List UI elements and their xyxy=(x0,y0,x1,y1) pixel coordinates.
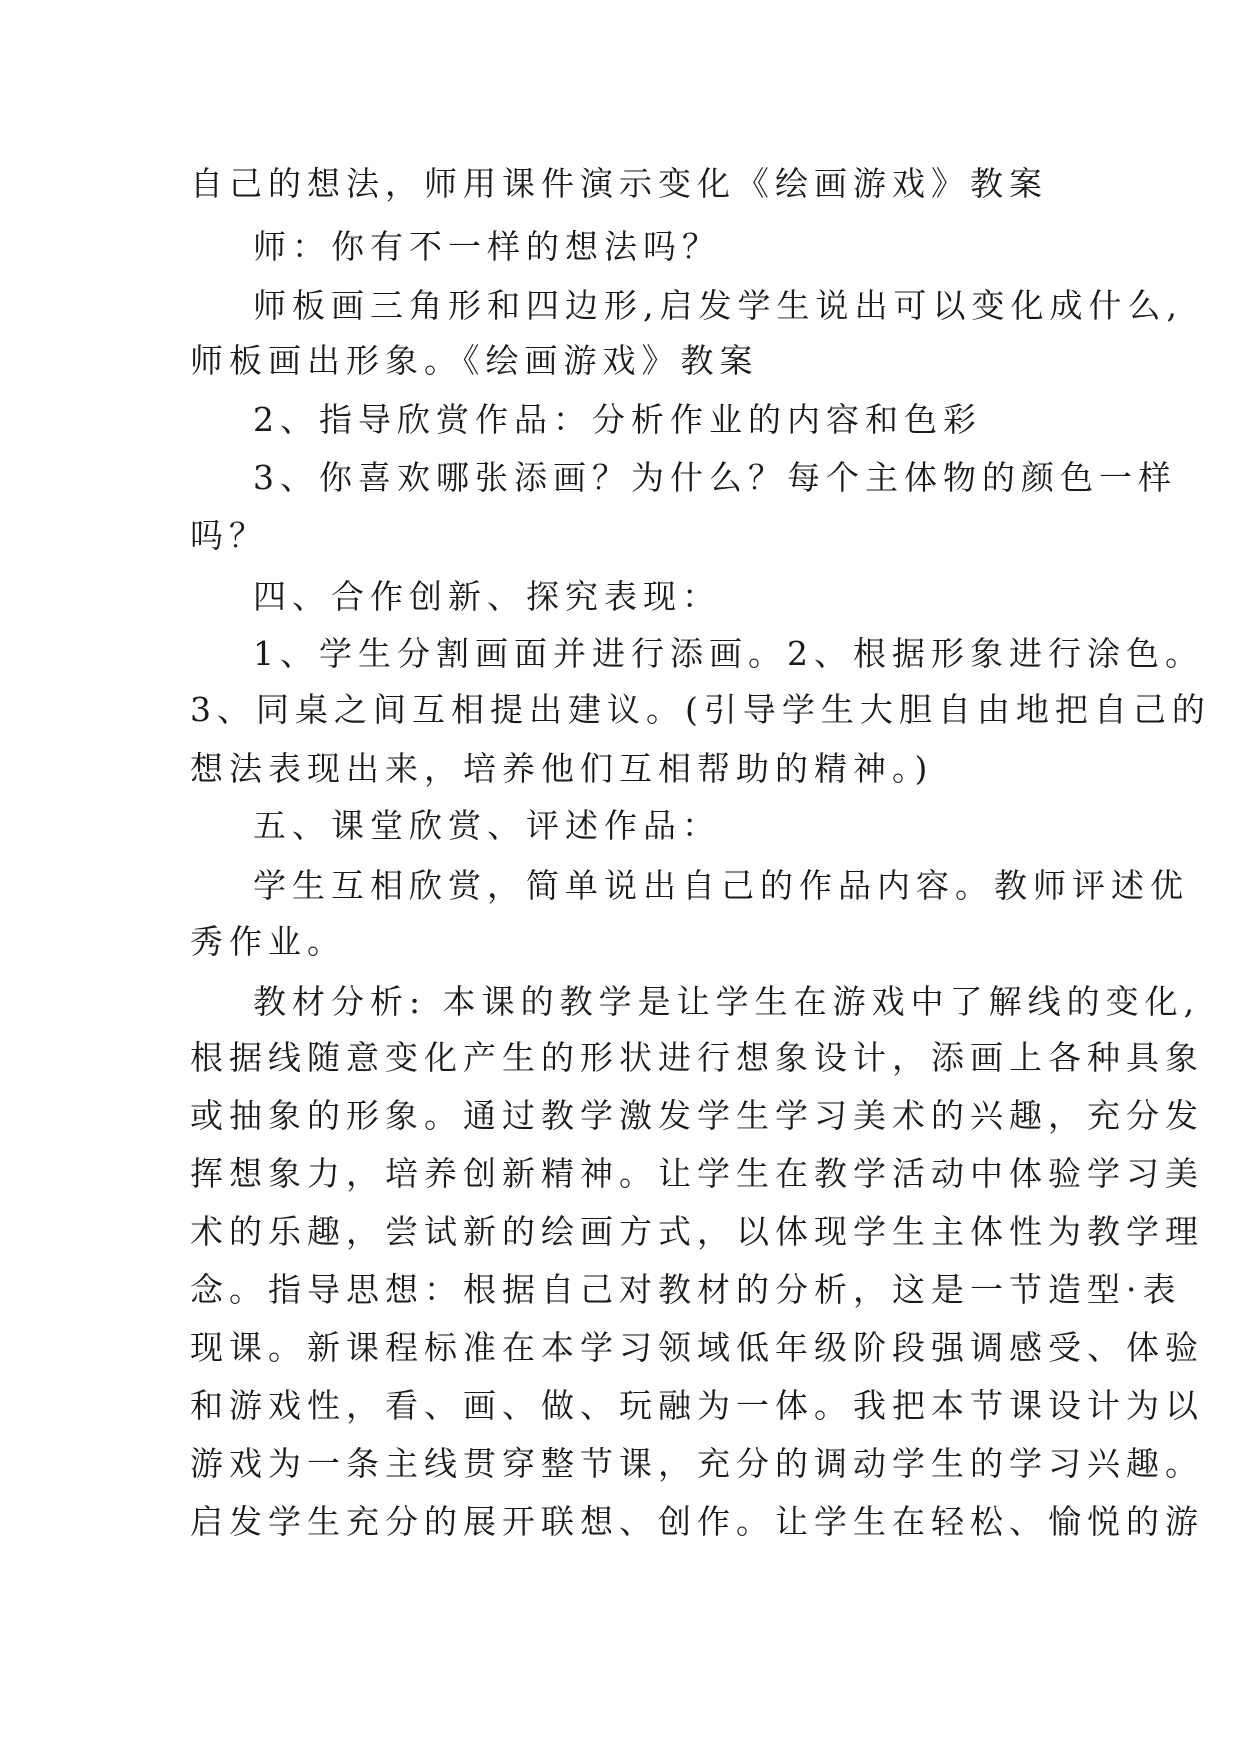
text-line: 1、学生分割画面并进行添画。2、根据形象进行涂色。 xyxy=(253,634,1204,673)
text-line: 念。指导思想：根据自己对教材的分析，这是一节造型·表 xyxy=(190,1270,1182,1309)
text-line: 启发学生充分的展开联想、创作。让学生在轻松、愉悦的游 xyxy=(190,1502,1204,1541)
text-line: 游戏为一条主线贯穿整节课，充分的调动学生的学习兴趣。 xyxy=(190,1444,1204,1483)
text-line: 2、指导欣赏作品：分析作业的内容和色彩 xyxy=(253,400,982,439)
text-line: 自己的想法，师用课件演示变化《绘画游戏》教案 xyxy=(190,164,1048,203)
text-line: 学生互相欣赏，简单说出自己的作品内容。教师评述优 xyxy=(253,866,1189,905)
text-line: 和游戏性，看、画、做、玩融为一体。我把本节课设计为以 xyxy=(190,1386,1204,1425)
text-line: 想法表现出来，培养他们互相帮助的精神。) xyxy=(190,749,934,788)
text-line: 师：你有不一样的想法吗？ xyxy=(253,227,721,266)
text-line: 或抽象的形象。通过教学激发学生学习美术的兴趣，充分发 xyxy=(190,1096,1204,1135)
text-line: 3、同桌之间互相提出建议。(引导学生大胆自由地把自己的 xyxy=(190,690,1211,729)
text-line: 四、合作创新、探究表现： xyxy=(253,577,721,616)
text-line: 挥想象力，培养创新精神。让学生在教学活动中体验学习美 xyxy=(190,1154,1204,1193)
text-line: 师板画三角形和四边形,启发学生说出可以变化成什么, xyxy=(253,286,1183,325)
text-line: 现课。新课程标准在本学习领域低年级阶段强调感受、体验 xyxy=(190,1328,1204,1367)
text-line: 3、你喜欢哪张添画？为什么？每个主体物的颜色一样 xyxy=(253,458,1177,497)
text-line: 术的乐趣，尝试新的绘画方式，以体现学生主体性为教学理 xyxy=(190,1212,1204,1251)
text-line: 教材分析: 本课的教学是让学生在游戏中了解线的变化, xyxy=(253,982,1201,1021)
text-line: 秀作业。 xyxy=(190,922,346,961)
text-line: 根据线随意变化产生的形状进行想象设计，添画上各种具象 xyxy=(190,1038,1204,1077)
text-line: 吗？ xyxy=(190,516,268,555)
text-line: 师板画出形象。《绘画游戏》教案 xyxy=(190,341,759,380)
text-line: 五、课堂欣赏、评述作品： xyxy=(253,806,721,845)
